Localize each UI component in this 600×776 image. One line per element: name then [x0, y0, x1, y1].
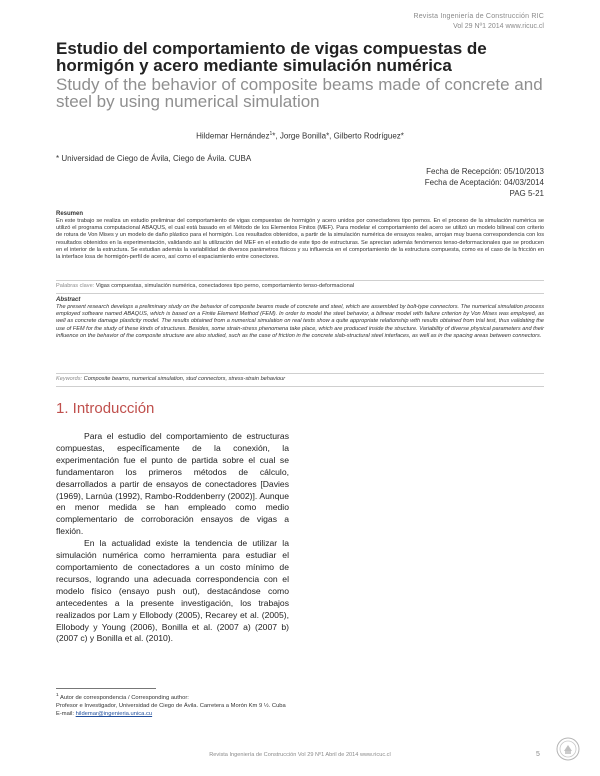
- author-2: Jorge Bonilla*,: [279, 131, 334, 141]
- palabras-clave-label: Palabras clave:: [56, 283, 96, 289]
- resumen-heading: Resumen: [56, 211, 84, 217]
- title-spanish: Estudio del comportamiento de vigas compuestas de hormigón y acero mediante simulación numérica: [56, 39, 487, 75]
- intro-paragraph-1: Para el estudio del comportamiento de estructuras compuestas, específicamente de la conexión, la experimentación fue el punto de partida sobre el cual se fundamentaron los primeros métodos de cálculo, desarrollados a partir de ensayos de conectadores [Davies (1969), Larnúa (1992), Rambo-Roddenberry (2002)]. Aunque en menor medida se han empleado como medio complementario de corroboración ensayos de vigas a flexión.: [56, 431, 289, 537]
- journal-name: Revista Ingeniería de Construcción RIC: [413, 13, 544, 20]
- article-dates: [425, 166, 544, 199]
- keywords-text: Composite beams, numerical simulation, stud connectors, stress-strain behaviour: [83, 376, 286, 382]
- intro-paragraph-2: En la actualidad existe la tendencia de utilizar la simulación numérica como herramienta para estudiar el comportamiento de conectadores a un costo mínimo de recursos, logrando una adecuada correspondencia con el modelo físico (ensayo push out), destacándose como antecedentes a la presente investigación, los trabajos realizados por Lam y Ellobody (2005), Recarey et al. (2005), Ellobody y Young (2006), Bonilla et al. (2007 a) (2007 b) (2007 c) y Bonilla et al. (2010).: [56, 538, 289, 644]
- footnote-line1: Autor de correspondencia / Corresponding author:: [58, 694, 189, 701]
- author-3: Gilberto Rodríguez*: [333, 131, 404, 141]
- email-link[interactable]: hildemar@ingenieria.unica.cu: [75, 710, 153, 717]
- section-heading: 1. Introducción: [56, 400, 155, 417]
- email-label: E-mail:: [56, 710, 76, 717]
- journal-meta: Vol 29 Nº1 2014 www.ricuc.cl: [453, 23, 544, 30]
- palabras-clave: [56, 283, 544, 289]
- divider: [56, 386, 544, 387]
- keywords-label: Keywords:: [56, 376, 84, 382]
- footnote: [56, 692, 306, 718]
- title-english: Study of the behavior of composite beams made of concrete and steel by using numerical simulation: [56, 75, 543, 111]
- received-date: Fecha de Recepción: 05/10/2013: [426, 167, 544, 176]
- author-1-footnote-mark: 1: [269, 131, 273, 137]
- author-1-affil-mark: *,: [272, 131, 280, 141]
- divider: [56, 280, 544, 281]
- resumen-text: En este trabajo se realiza un estudio preliminar del comportamiento de vigas compuestas de hormigón y acero unidos por conectadores tipo pernos. En el proceso de la simulación numérica se utilizó el programa computacional ABAQUS, el cual está basado en el Método de los Elementos Finitos (MEF). Para modelar el comportamiento del acero se utilizó un modelo bilineal con criterio de rotura de Von Mises y un modelo de daño plástico para el hormigón. Los resultados obtenidos, a partir de la simulación numérica de ensayos reales, arrojan muy buena correspondencia con los resultados obtenidos en la experimentación, validando así la utilización del MEF en el estudio de este tipo de estructuras. Se aprecian además fenómenos tenso-deformacionales que se producen en el interior de la estructura. Se estudian además la variabilidad de diversos parámetros físicos y su influencia en el comportamiento de la estructura compuesta, como es el caso de la fricción en la interface losa de hormigón-perfil de acero, así como el espaciamiento entre conectores.: [56, 218, 544, 261]
- palabras-clave-text: Vigas compuestas, simulación numérica, conectadores tipo perno, comportamiento tenso-deformacional: [95, 283, 355, 289]
- page-range: PAG 5-21: [509, 189, 544, 198]
- abstract-heading: Abstract: [56, 297, 81, 303]
- abstract-text: The present research develops a preliminary study on the behavior of composite beams made of concrete and steel, which are assembled by bolt-type connectors. The numerical simulation process employed software named ABAQUS, which is based on a Finite Element Method (FEM). In order to model the steel behavior, a bilinear model with failure criterion by Von Mises was employed, as well as concrete damage plasticity model. The results obtained from a numerical simulation on real tests show a quite appropriate relationship with results obtained from trial test, thus validating the use of FEM for the study of these kinds of structures. Besides, some strain-stress phenomena take place, which are produced inside the structure. Variability of diverse physical parameters and their influence on the behavior of the composite structure are also studied, such as the case of friction in the concrete slab-structural steel interfaces, as well as in the spacing areas between connectors.: [56, 304, 544, 339]
- author-list: [0, 131, 600, 141]
- affiliation: * Universidad de Ciego de Ávila, Ciego de Ávila. CUBA: [56, 154, 252, 163]
- footnote-line2: Profesor e Investigador, Universidad de Ciego de Ávila. Carretera a Morón Km 9 ½. Cuba: [56, 702, 286, 709]
- divider: [56, 293, 544, 294]
- accepted-date: Fecha de Aceptación: 04/03/2014: [424, 178, 544, 187]
- page-number: 5: [536, 751, 540, 758]
- journal-header: [413, 12, 544, 32]
- intro-body: [56, 431, 289, 645]
- author-1: Hildemar Hernández: [196, 131, 270, 141]
- footnote-rule: [56, 688, 156, 689]
- divider: [56, 373, 544, 374]
- page-footer: Revista Ingeniería de Construcción Vol 29 Nº1 Abril de 2014 www.ricuc.cl: [209, 752, 391, 758]
- university-seal-icon: [556, 737, 580, 761]
- footnote-mark: 1: [56, 693, 59, 698]
- keywords: [56, 376, 544, 382]
